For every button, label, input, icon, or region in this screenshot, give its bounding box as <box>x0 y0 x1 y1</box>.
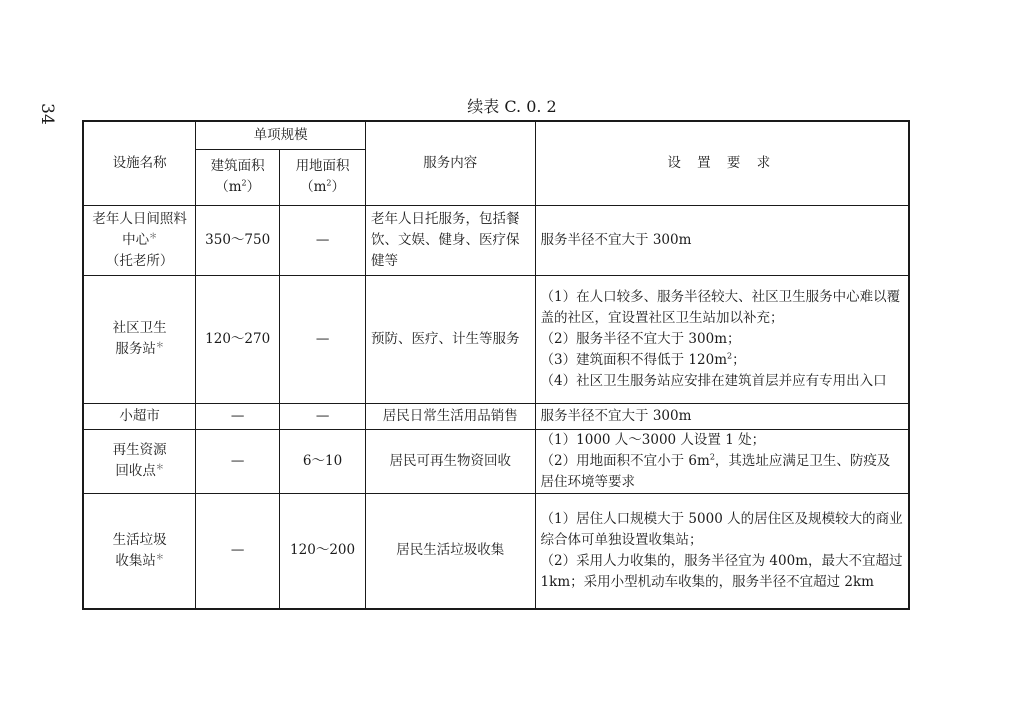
table-row <box>83 275 909 403</box>
table-row <box>83 403 909 429</box>
land-area: 120～200 <box>280 493 366 609</box>
building-area: — <box>196 429 280 493</box>
building-area: — <box>196 493 280 609</box>
requirement-text: 服务半径不宜大于 300m <box>535 403 909 429</box>
table-caption: 续表 C. 0. 2 <box>467 97 557 116</box>
table-row <box>83 205 909 275</box>
land-area: — <box>280 275 366 403</box>
header-building-area: 建筑面积 $(m^2)$ <box>196 149 280 205</box>
facility-name: 老年人日间照料 中心＊（托老所） <box>83 205 196 275</box>
header-row-1 <box>83 121 909 149</box>
header-scale: 单项规模 <box>196 121 366 149</box>
service-content: 居民生活垃圾收集 <box>366 493 536 609</box>
land-area: 6～10 <box>280 429 366 493</box>
requirement-text: 服务半径不宜大于 300m <box>535 205 909 275</box>
page-number: 34 <box>36 103 57 125</box>
header-facility-name: 设施名称 <box>83 121 196 205</box>
requirement-text: （1）居住人口规模大于 5000 人的居住区及规模较大的商业综合体可单独设置收集站； （2）采用人力收集的，服务半径宜为 400m，最大不宜超过 1km；采用小型机动车收集的，服务半径不宜超过 2km <box>535 493 909 609</box>
service-content: 居民日常生活用品销售 <box>366 403 536 429</box>
header-service: 服务内容 <box>366 121 536 205</box>
header-land-area: 用地面积 $(m^2)$ <box>280 149 366 205</box>
service-content: 居民可再生物资回收 <box>366 429 536 493</box>
table-row <box>83 493 909 609</box>
facility-name: 社区卫生 服务站＊ <box>83 275 196 403</box>
land-area: — <box>280 205 366 275</box>
facility-name: 生活垃圾 收集站＊ <box>83 493 196 609</box>
facility-name: 再生资源 回收点＊ <box>83 429 196 493</box>
facility-name: 小超市 <box>83 403 196 429</box>
facility-table <box>82 120 910 610</box>
building-area: 120～270 <box>196 275 280 403</box>
building-area: 350～750 <box>196 205 280 275</box>
land-area: — <box>280 403 366 429</box>
requirement-text: （1）在人口较多、服务半径较大、社区卫生服务中心难以覆盖的社区，宜设置社区卫生站加以补充； （2）服务半径不宜大于 300m； （3）建筑面积不得低于 $120m^2$； （4）社区卫生服务站应安排在建筑首层并应有专用出入口 <box>535 275 909 403</box>
service-content: 老年人日托服务，包括餐饮、文娱、健身、医疗保健等 <box>366 205 536 275</box>
requirement-text: （1）1000 人～3000 人设置 1 处； （2）用地面积不宜小于 $6m^2$，其选址应满足卫生、防疫及居住环境等要求 <box>535 429 909 493</box>
building-area: — <box>196 403 280 429</box>
service-content: 预防、医疗、计生等服务 <box>366 275 536 403</box>
table-row <box>83 429 909 493</box>
header-requirement: 设 置 要 求 <box>535 121 909 205</box>
